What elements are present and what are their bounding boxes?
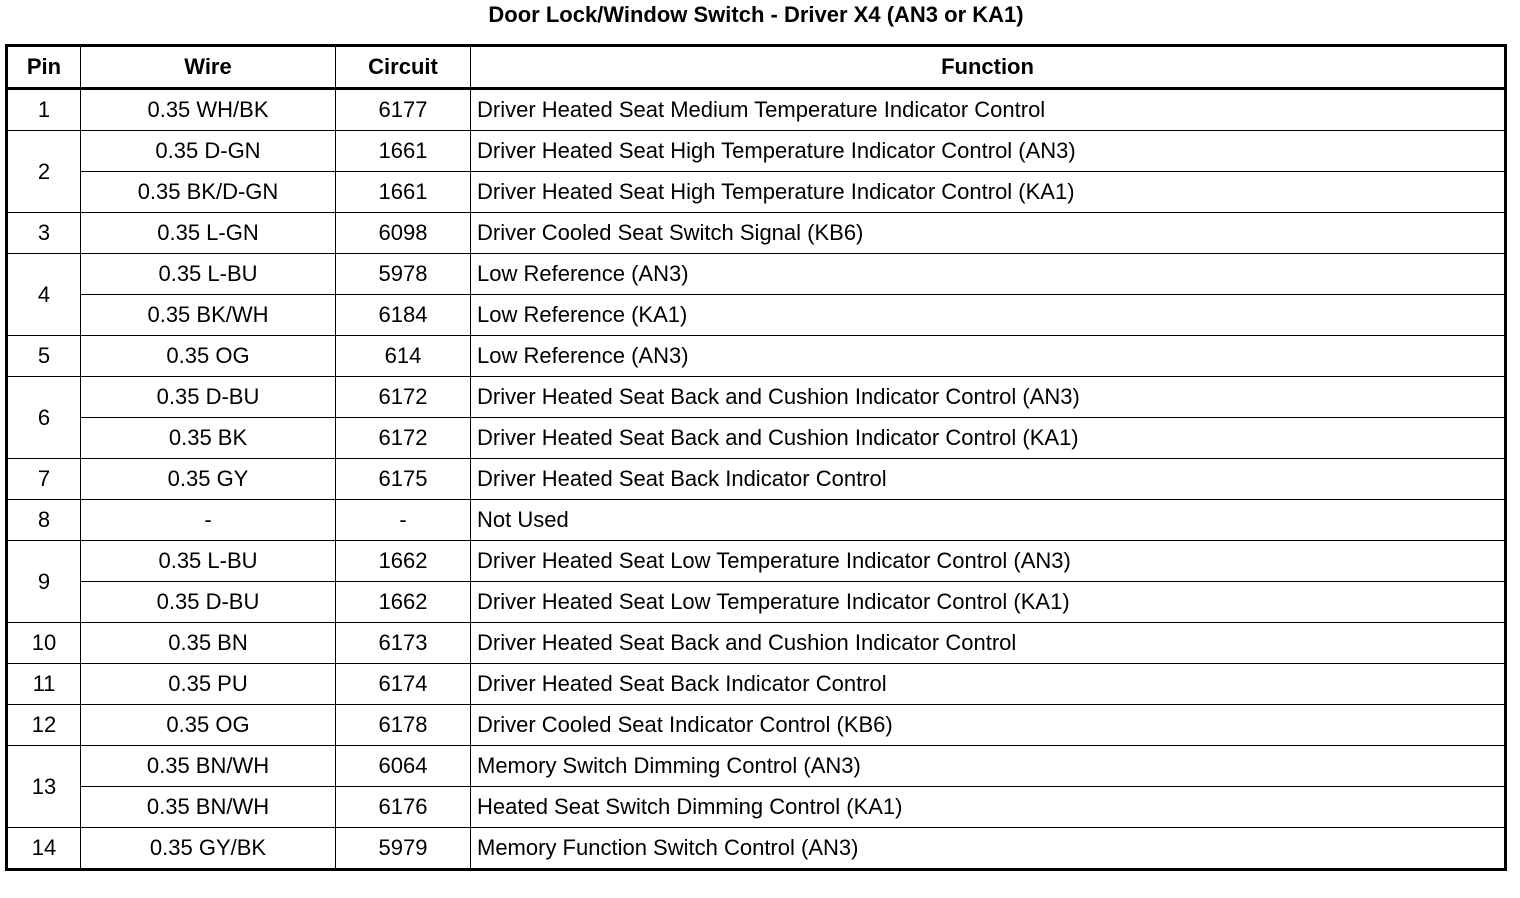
wire-cell: 0.35 L-BU: [81, 541, 336, 582]
pin-cell: 5: [7, 336, 81, 377]
wire-cell: 0.35 PU: [81, 664, 336, 705]
circuit-cell: 6176: [336, 787, 471, 828]
function-cell: Driver Heated Seat Back Indicator Control: [471, 459, 1506, 500]
circuit-cell: 5979: [336, 828, 471, 870]
wire-cell: 0.35 BK: [81, 418, 336, 459]
column-header-circuit: Circuit: [336, 46, 471, 89]
circuit-cell: 1662: [336, 541, 471, 582]
table-body: [7, 89, 1506, 870]
circuit-cell: 6174: [336, 664, 471, 705]
function-cell: Memory Switch Dimming Control (AN3): [471, 746, 1506, 787]
table-row: [7, 582, 1506, 623]
table-row: [7, 295, 1506, 336]
circuit-cell: 5978: [336, 254, 471, 295]
function-cell: Driver Heated Seat Back and Cushion Indicator Control (KA1): [471, 418, 1506, 459]
table-row: [7, 131, 1506, 172]
column-header-wire: Wire: [81, 46, 336, 89]
pin-cell: 10: [7, 623, 81, 664]
table-row: [7, 664, 1506, 705]
function-cell: Driver Heated Seat Back and Cushion Indicator Control (AN3): [471, 377, 1506, 418]
circuit-cell: 6172: [336, 418, 471, 459]
wire-cell: 0.35 L-GN: [81, 213, 336, 254]
table-row: [7, 746, 1506, 787]
page-title: Door Lock/Window Switch - Driver X4 (AN3 or KA1): [488, 2, 1024, 27]
wire-cell: 0.35 GY/BK: [81, 828, 336, 870]
table-row: [7, 623, 1506, 664]
table-row: [7, 172, 1506, 213]
table-row: [7, 254, 1506, 295]
wire-cell: 0.35 BN/WH: [81, 787, 336, 828]
wire-cell: 0.35 WH/BK: [81, 89, 336, 131]
pin-cell: 11: [7, 664, 81, 705]
wire-cell: 0.35 D-BU: [81, 377, 336, 418]
function-cell: Not Used: [471, 500, 1506, 541]
function-cell: Driver Heated Seat Back and Cushion Indicator Control: [471, 623, 1506, 664]
pin-cell: 3: [7, 213, 81, 254]
wire-cell: 0.35 L-BU: [81, 254, 336, 295]
column-header-pin: Pin: [7, 46, 81, 89]
table-row: [7, 459, 1506, 500]
pin-cell: 4: [7, 254, 81, 336]
pin-cell: 9: [7, 541, 81, 623]
circuit-cell: -: [336, 500, 471, 541]
column-header-function: Function: [471, 46, 1506, 89]
pinout-table: [5, 44, 1507, 871]
wire-cell: 0.35 D-GN: [81, 131, 336, 172]
wire-cell: 0.35 OG: [81, 705, 336, 746]
function-cell: Driver Heated Seat Low Temperature Indicator Control (KA1): [471, 582, 1506, 623]
wire-cell: 0.35 BN/WH: [81, 746, 336, 787]
function-cell: Driver Cooled Seat Indicator Control (KB6): [471, 705, 1506, 746]
pin-cell: 7: [7, 459, 81, 500]
circuit-cell: 6098: [336, 213, 471, 254]
pin-cell: 1: [7, 89, 81, 131]
table-row: [7, 500, 1506, 541]
wire-cell: 0.35 BK/D-GN: [81, 172, 336, 213]
pin-cell: 8: [7, 500, 81, 541]
table-row: [7, 787, 1506, 828]
wire-cell: 0.35 OG: [81, 336, 336, 377]
pin-cell: 6: [7, 377, 81, 459]
table-row: [7, 705, 1506, 746]
table-row: [7, 377, 1506, 418]
function-cell: Driver Heated Seat Medium Temperature Indicator Control: [471, 89, 1506, 131]
wire-cell: 0.35 BK/WH: [81, 295, 336, 336]
header-row: [7, 46, 1506, 89]
table-row: [7, 89, 1506, 131]
function-cell: Low Reference (AN3): [471, 336, 1506, 377]
pin-cell: 12: [7, 705, 81, 746]
function-cell: Memory Function Switch Control (AN3): [471, 828, 1506, 870]
circuit-cell: 1662: [336, 582, 471, 623]
circuit-cell: 1661: [336, 172, 471, 213]
wire-cell: -: [81, 500, 336, 541]
wire-cell: 0.35 GY: [81, 459, 336, 500]
circuit-cell: 6175: [336, 459, 471, 500]
circuit-cell: 614: [336, 336, 471, 377]
table-row: [7, 213, 1506, 254]
wire-cell: 0.35 BN: [81, 623, 336, 664]
pin-cell: 14: [7, 828, 81, 870]
circuit-cell: 6172: [336, 377, 471, 418]
function-cell: Driver Cooled Seat Switch Signal (KB6): [471, 213, 1506, 254]
table-row: [7, 418, 1506, 459]
function-cell: Driver Heated Seat High Temperature Indicator Control (AN3): [471, 131, 1506, 172]
circuit-cell: 1661: [336, 131, 471, 172]
function-cell: Low Reference (AN3): [471, 254, 1506, 295]
circuit-cell: 6184: [336, 295, 471, 336]
function-cell: Heated Seat Switch Dimming Control (KA1): [471, 787, 1506, 828]
function-cell: Driver Heated Seat High Temperature Indicator Control (KA1): [471, 172, 1506, 213]
circuit-cell: 6173: [336, 623, 471, 664]
table-row: [7, 336, 1506, 377]
circuit-cell: 6064: [336, 746, 471, 787]
table-row: [7, 828, 1506, 870]
wire-cell: 0.35 D-BU: [81, 582, 336, 623]
circuit-cell: 6178: [336, 705, 471, 746]
pin-cell: 13: [7, 746, 81, 828]
table-row: [7, 541, 1506, 582]
function-cell: Low Reference (KA1): [471, 295, 1506, 336]
pin-cell: 2: [7, 131, 81, 213]
function-cell: Driver Heated Seat Low Temperature Indicator Control (AN3): [471, 541, 1506, 582]
function-cell: Driver Heated Seat Back Indicator Control: [471, 664, 1506, 705]
circuit-cell: 6177: [336, 89, 471, 131]
